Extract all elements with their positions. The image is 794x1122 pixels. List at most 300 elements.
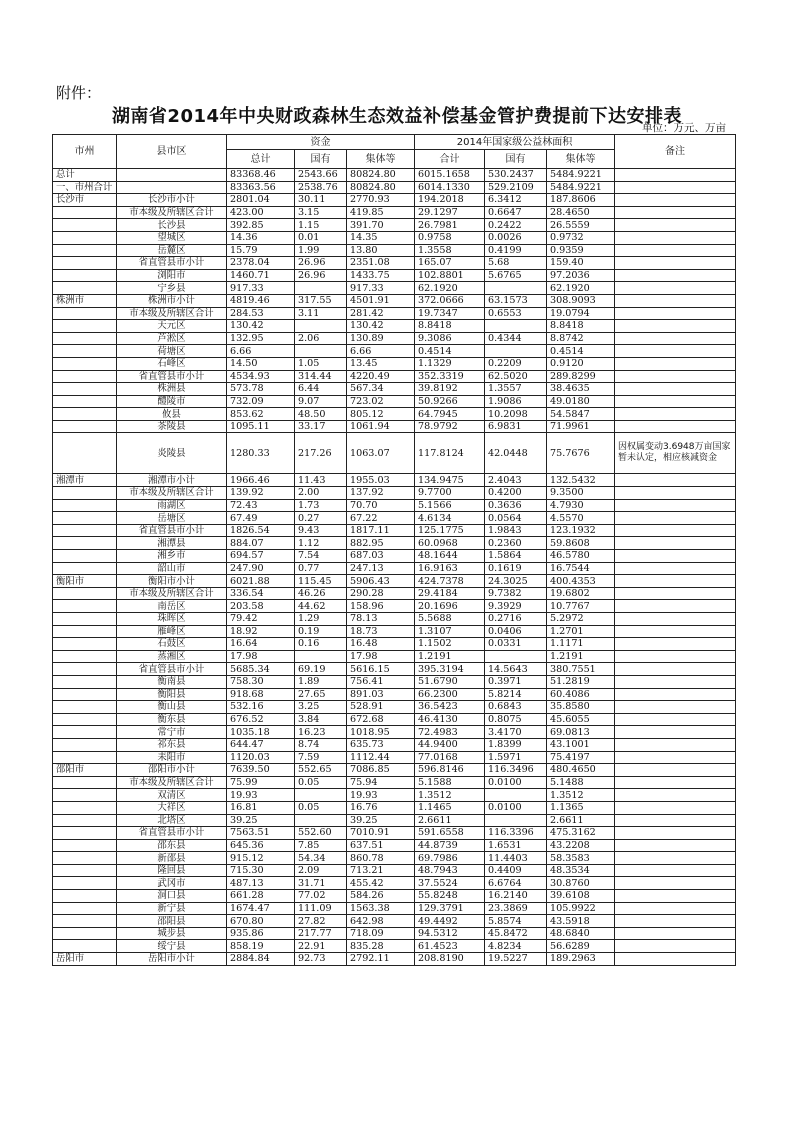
note-cell — [615, 801, 736, 814]
value-cell: 2.4043 — [485, 474, 547, 487]
table-row — [53, 499, 736, 512]
value-cell: 917.33 — [227, 282, 295, 295]
value-cell: 39.25 — [227, 814, 295, 827]
county-cell: 珠晖区 — [117, 613, 227, 626]
city-cell — [53, 638, 117, 651]
value-cell: 217.26 — [295, 433, 347, 474]
value-cell: 0.3636 — [485, 499, 547, 512]
value-cell: 59.8608 — [547, 537, 615, 550]
value-cell: 5.1566 — [415, 499, 485, 512]
value-cell: 27.65 — [295, 688, 347, 701]
value-cell: 26.96 — [295, 257, 347, 270]
value-cell: 60.4086 — [547, 688, 615, 701]
value-cell: 94.5312 — [415, 927, 485, 940]
unit-label: 单位：万元、万亩 — [642, 122, 726, 134]
note-cell — [615, 902, 736, 915]
value-cell: 1563.38 — [347, 902, 415, 915]
county-cell: 岳塘区 — [117, 512, 227, 525]
note-cell — [615, 650, 736, 663]
value-cell: 11.4403 — [485, 852, 547, 865]
value-cell: 0.2209 — [485, 357, 547, 370]
value-cell: 0.0564 — [485, 512, 547, 525]
county-cell: 隆回县 — [117, 864, 227, 877]
note-cell — [615, 512, 736, 525]
value-cell: 2.09 — [295, 864, 347, 877]
note-cell — [615, 231, 736, 244]
value-cell: 1.5864 — [485, 550, 547, 563]
note-cell — [615, 839, 736, 852]
table-row — [53, 801, 736, 814]
county-cell: 耒阳市 — [117, 751, 227, 764]
value-cell: 54.5847 — [547, 408, 615, 421]
value-cell: 419.85 — [347, 206, 415, 219]
value-cell: 117.8124 — [415, 433, 485, 474]
value-cell: 132.5432 — [547, 474, 615, 487]
city-cell — [53, 524, 117, 537]
county-cell: 邵东县 — [117, 839, 227, 852]
value-cell: 0.2422 — [485, 219, 547, 232]
city-cell — [53, 307, 117, 320]
county-cell: 荷塘区 — [117, 345, 227, 358]
city-cell — [53, 383, 117, 396]
table-row — [53, 915, 736, 928]
value-cell: 29.1297 — [415, 206, 485, 219]
value-cell: 918.68 — [227, 688, 295, 701]
city-cell — [53, 713, 117, 726]
value-cell: 35.8580 — [547, 701, 615, 714]
value-cell: 1.8399 — [485, 738, 547, 751]
value-cell: 92.73 — [295, 953, 347, 966]
note-cell — [615, 320, 736, 333]
value-cell: 1.15 — [295, 219, 347, 232]
value-cell: 3.25 — [295, 701, 347, 714]
city-cell — [53, 751, 117, 764]
county-cell: 城步县 — [117, 927, 227, 940]
value-cell: 187.8606 — [547, 194, 615, 207]
city-cell — [53, 701, 117, 714]
county-cell: 炎陵县 — [117, 433, 227, 474]
value-cell: 644.47 — [227, 738, 295, 751]
value-cell: 9.3929 — [485, 600, 547, 613]
value-cell: 5.1588 — [415, 776, 485, 789]
county-cell: 株洲县 — [117, 383, 227, 396]
county-cell: 望城区 — [117, 231, 227, 244]
table-row — [53, 638, 736, 651]
county-cell: 攸县 — [117, 408, 227, 421]
city-cell — [53, 827, 117, 840]
value-cell: 78.13 — [347, 613, 415, 626]
note-cell — [615, 257, 736, 270]
table-row — [53, 294, 736, 307]
value-cell: 2884.84 — [227, 953, 295, 966]
value-cell: 39.25 — [347, 814, 415, 827]
value-cell: 400.4353 — [547, 575, 615, 588]
value-cell: 72.43 — [227, 499, 295, 512]
value-cell: 19.5227 — [485, 953, 547, 966]
value-cell — [485, 789, 547, 802]
value-cell: 44.62 — [295, 600, 347, 613]
city-cell — [53, 650, 117, 663]
county-cell: 双清区 — [117, 789, 227, 802]
note-cell — [615, 600, 736, 613]
county-cell: 石峰区 — [117, 357, 227, 370]
value-cell: 2770.93 — [347, 194, 415, 207]
value-cell: 43.5918 — [547, 915, 615, 928]
county-cell: 市本级及所辖区合计 — [117, 776, 227, 789]
value-cell: 45.6055 — [547, 713, 615, 726]
table-row — [53, 169, 736, 182]
value-cell: 30.11 — [295, 194, 347, 207]
value-cell: 1.6531 — [485, 839, 547, 852]
city-cell — [53, 395, 117, 408]
value-cell: 1826.54 — [227, 524, 295, 537]
value-cell: 7639.50 — [227, 764, 295, 777]
value-cell: 715.30 — [227, 864, 295, 877]
value-cell: 5906.43 — [347, 575, 415, 588]
note-cell: 因权属变动3.6948万亩国家暂未认定，相应核减资金 — [615, 433, 736, 474]
city-cell — [53, 738, 117, 751]
city-cell — [53, 282, 117, 295]
value-cell: 56.6289 — [547, 940, 615, 953]
city-cell — [53, 726, 117, 739]
value-cell: 43.2208 — [547, 839, 615, 852]
value-cell: 7.85 — [295, 839, 347, 852]
city-cell — [53, 587, 117, 600]
note-cell — [615, 575, 736, 588]
value-cell: 2792.11 — [347, 953, 415, 966]
value-cell: 758.30 — [227, 675, 295, 688]
value-cell: 5.5688 — [415, 613, 485, 626]
city-cell — [53, 357, 117, 370]
value-cell: 0.4514 — [415, 345, 485, 358]
note-cell — [615, 294, 736, 307]
value-cell: 1.1171 — [547, 638, 615, 651]
table-row — [53, 953, 736, 966]
value-cell: 0.27 — [295, 512, 347, 525]
value-cell: 70.70 — [347, 499, 415, 512]
city-cell: 株洲市 — [53, 294, 117, 307]
value-cell: 676.52 — [227, 713, 295, 726]
note-cell — [615, 219, 736, 232]
value-cell: 16.48 — [347, 638, 415, 651]
value-cell: 0.16 — [295, 638, 347, 651]
value-cell: 115.45 — [295, 575, 347, 588]
table-row — [53, 927, 736, 940]
value-cell: 1.05 — [295, 357, 347, 370]
value-cell: 83368.46 — [227, 169, 295, 182]
value-cell: 805.12 — [347, 408, 415, 421]
value-cell: 1.89 — [295, 675, 347, 688]
value-cell: 31.71 — [295, 877, 347, 890]
note-cell — [615, 487, 736, 500]
city-cell — [53, 370, 117, 383]
value-cell: 45.8472 — [485, 927, 547, 940]
county-cell: 衡山县 — [117, 701, 227, 714]
value-cell: 134.9475 — [415, 474, 485, 487]
value-cell: 1817.11 — [347, 524, 415, 537]
county-cell: 芦淞区 — [117, 332, 227, 345]
county-cell: 韶山市 — [117, 562, 227, 575]
note-cell — [615, 395, 736, 408]
county-cell: 省直管县市小计 — [117, 663, 227, 676]
note-cell — [615, 244, 736, 257]
table-row — [53, 512, 736, 525]
value-cell: 18.73 — [347, 625, 415, 638]
value-cell: 20.1696 — [415, 600, 485, 613]
value-cell: 194.2018 — [415, 194, 485, 207]
value-cell: 1.29 — [295, 613, 347, 626]
value-cell: 6.44 — [295, 383, 347, 396]
table-row — [53, 613, 736, 626]
value-cell: 102.8801 — [415, 269, 485, 282]
value-cell: 208.8190 — [415, 953, 485, 966]
city-cell — [53, 219, 117, 232]
county-cell: 雨湖区 — [117, 499, 227, 512]
county-cell: 大祥区 — [117, 801, 227, 814]
table-row — [53, 320, 736, 333]
table-row — [53, 395, 736, 408]
table-row — [53, 839, 736, 852]
value-cell: 11.43 — [295, 474, 347, 487]
table-row — [53, 827, 736, 840]
note-cell — [615, 751, 736, 764]
note-cell — [615, 613, 736, 626]
table-row — [53, 701, 736, 714]
value-cell: 9.3500 — [547, 487, 615, 500]
city-cell — [53, 257, 117, 270]
value-cell: 0.6553 — [485, 307, 547, 320]
value-cell: 15.79 — [227, 244, 295, 257]
value-cell: 281.42 — [347, 307, 415, 320]
value-cell: 289.8299 — [547, 370, 615, 383]
note-cell — [615, 332, 736, 345]
header-area-collective: 集体等 — [547, 150, 615, 169]
note-cell — [615, 181, 736, 194]
value-cell: 1.1465 — [415, 801, 485, 814]
value-cell: 77.0168 — [415, 751, 485, 764]
value-cell: 19.6802 — [547, 587, 615, 600]
value-cell: 75.99 — [227, 776, 295, 789]
value-cell: 19.0794 — [547, 307, 615, 320]
value-cell: 1.3558 — [415, 244, 485, 257]
county-cell: 株洲市小计 — [117, 294, 227, 307]
value-cell: 528.91 — [347, 701, 415, 714]
value-cell: 4.5570 — [547, 512, 615, 525]
city-cell — [53, 499, 117, 512]
table-row — [53, 877, 736, 890]
table-row — [53, 726, 736, 739]
value-cell: 37.5524 — [415, 877, 485, 890]
value-cell: 8.8418 — [415, 320, 485, 333]
value-cell: 0.4199 — [485, 244, 547, 257]
value-cell: 1.73 — [295, 499, 347, 512]
value-cell: 137.92 — [347, 487, 415, 500]
county-cell: 省直管县市小计 — [117, 827, 227, 840]
value-cell: 9.07 — [295, 395, 347, 408]
value-cell: 58.3583 — [547, 852, 615, 865]
value-cell: 552.60 — [295, 827, 347, 840]
value-cell: 130.42 — [347, 320, 415, 333]
note-cell — [615, 764, 736, 777]
header-note: 备注 — [615, 135, 736, 169]
value-cell: 642.98 — [347, 915, 415, 928]
table-row — [53, 751, 736, 764]
value-cell: 645.36 — [227, 839, 295, 852]
value-cell: 69.0813 — [547, 726, 615, 739]
value-cell: 7563.51 — [227, 827, 295, 840]
value-cell: 1112.44 — [347, 751, 415, 764]
value-cell: 391.70 — [347, 219, 415, 232]
value-cell: 5.8574 — [485, 915, 547, 928]
city-cell — [53, 320, 117, 333]
value-cell: 14.5643 — [485, 663, 547, 676]
value-cell: 5.2972 — [547, 613, 615, 626]
value-cell: 532.16 — [227, 701, 295, 714]
city-cell — [53, 487, 117, 500]
note-cell — [615, 169, 736, 182]
value-cell: 3.84 — [295, 713, 347, 726]
value-cell: 637.51 — [347, 839, 415, 852]
table-body — [53, 169, 736, 966]
value-cell: 858.19 — [227, 940, 295, 953]
value-cell: 0.19 — [295, 625, 347, 638]
value-cell: 62.1920 — [415, 282, 485, 295]
county-cell: 常宁市 — [117, 726, 227, 739]
note-cell — [615, 370, 736, 383]
value-cell: 1.1502 — [415, 638, 485, 651]
table-row — [53, 474, 736, 487]
table-row — [53, 852, 736, 865]
table-row — [53, 890, 736, 903]
value-cell: 5.8214 — [485, 688, 547, 701]
value-cell: 1120.03 — [227, 751, 295, 764]
value-cell: 39.6108 — [547, 890, 615, 903]
value-cell: 732.09 — [227, 395, 295, 408]
value-cell: 42.0448 — [485, 433, 547, 474]
value-cell: 0.9758 — [415, 231, 485, 244]
value-cell: 48.3534 — [547, 864, 615, 877]
table-row — [53, 814, 736, 827]
value-cell: 1.12 — [295, 537, 347, 550]
value-cell: 26.96 — [295, 269, 347, 282]
value-cell: 105.9922 — [547, 902, 615, 915]
value-cell: 46.4130 — [415, 713, 485, 726]
note-cell — [615, 524, 736, 537]
table-row — [53, 537, 736, 550]
value-cell: 39.8192 — [415, 383, 485, 396]
value-cell: 552.65 — [295, 764, 347, 777]
city-cell — [53, 801, 117, 814]
value-cell: 60.0968 — [415, 537, 485, 550]
value-cell: 1.3557 — [485, 383, 547, 396]
value-cell: 64.7945 — [415, 408, 485, 421]
table-row — [53, 575, 736, 588]
city-cell — [53, 420, 117, 433]
value-cell: 165.07 — [415, 257, 485, 270]
county-cell: 省直管县市小计 — [117, 524, 227, 537]
value-cell: 635.73 — [347, 738, 415, 751]
value-cell: 1.5971 — [485, 751, 547, 764]
allocation-table — [52, 134, 736, 966]
table-row — [53, 194, 736, 207]
city-cell: 邵阳市 — [53, 764, 117, 777]
value-cell: 0.6843 — [485, 701, 547, 714]
value-cell: 0.0026 — [485, 231, 547, 244]
value-cell — [295, 345, 347, 358]
value-cell: 1.99 — [295, 244, 347, 257]
county-cell: 市本级及所辖区合计 — [117, 206, 227, 219]
value-cell — [485, 345, 547, 358]
value-cell: 2538.76 — [295, 181, 347, 194]
table-row — [53, 433, 736, 474]
value-cell: 75.4197 — [547, 751, 615, 764]
value-cell: 1966.46 — [227, 474, 295, 487]
value-cell: 2351.08 — [347, 257, 415, 270]
value-cell: 10.2098 — [485, 408, 547, 421]
table-row — [53, 269, 736, 282]
value-cell: 392.85 — [227, 219, 295, 232]
value-cell: 9.43 — [295, 524, 347, 537]
county-cell: 衡南县 — [117, 675, 227, 688]
county-cell: 浏阳市 — [117, 269, 227, 282]
city-cell — [53, 600, 117, 613]
note-cell — [615, 789, 736, 802]
value-cell: 6021.88 — [227, 575, 295, 588]
value-cell: 4534.93 — [227, 370, 295, 383]
value-cell: 672.68 — [347, 713, 415, 726]
county-cell: 新宁县 — [117, 902, 227, 915]
note-cell — [615, 282, 736, 295]
note-cell — [615, 726, 736, 739]
table-row — [53, 789, 736, 802]
county-cell: 蒸湘区 — [117, 650, 227, 663]
value-cell: 0.9732 — [547, 231, 615, 244]
header-funds: 资金 — [227, 135, 415, 150]
note-cell — [615, 194, 736, 207]
value-cell: 203.58 — [227, 600, 295, 613]
table-row — [53, 550, 736, 563]
table-row — [53, 370, 736, 383]
city-cell — [53, 776, 117, 789]
value-cell: 3.4170 — [485, 726, 547, 739]
value-cell: 5.1488 — [547, 776, 615, 789]
table-row — [53, 420, 736, 433]
note-cell — [615, 638, 736, 651]
city-cell: 长沙市 — [53, 194, 117, 207]
value-cell: 723.02 — [347, 395, 415, 408]
value-cell: 43.1001 — [547, 738, 615, 751]
value-cell: 1.3512 — [415, 789, 485, 802]
value-cell: 1460.71 — [227, 269, 295, 282]
value-cell: 132.95 — [227, 332, 295, 345]
header-funds-state: 国有 — [295, 150, 347, 169]
value-cell: 4.7930 — [547, 499, 615, 512]
value-cell: 1955.03 — [347, 474, 415, 487]
note-cell — [615, 814, 736, 827]
note-cell — [615, 827, 736, 840]
table-row — [53, 383, 736, 396]
value-cell: 530.2437 — [485, 169, 547, 182]
header-area-state: 国有 — [485, 150, 547, 169]
value-cell: 17.98 — [227, 650, 295, 663]
value-cell: 247.90 — [227, 562, 295, 575]
table-row — [53, 244, 736, 257]
city-cell: 一、市州合计 — [53, 181, 117, 194]
table-row — [53, 713, 736, 726]
table-row — [53, 650, 736, 663]
value-cell: 284.53 — [227, 307, 295, 320]
value-cell: 0.01 — [295, 231, 347, 244]
